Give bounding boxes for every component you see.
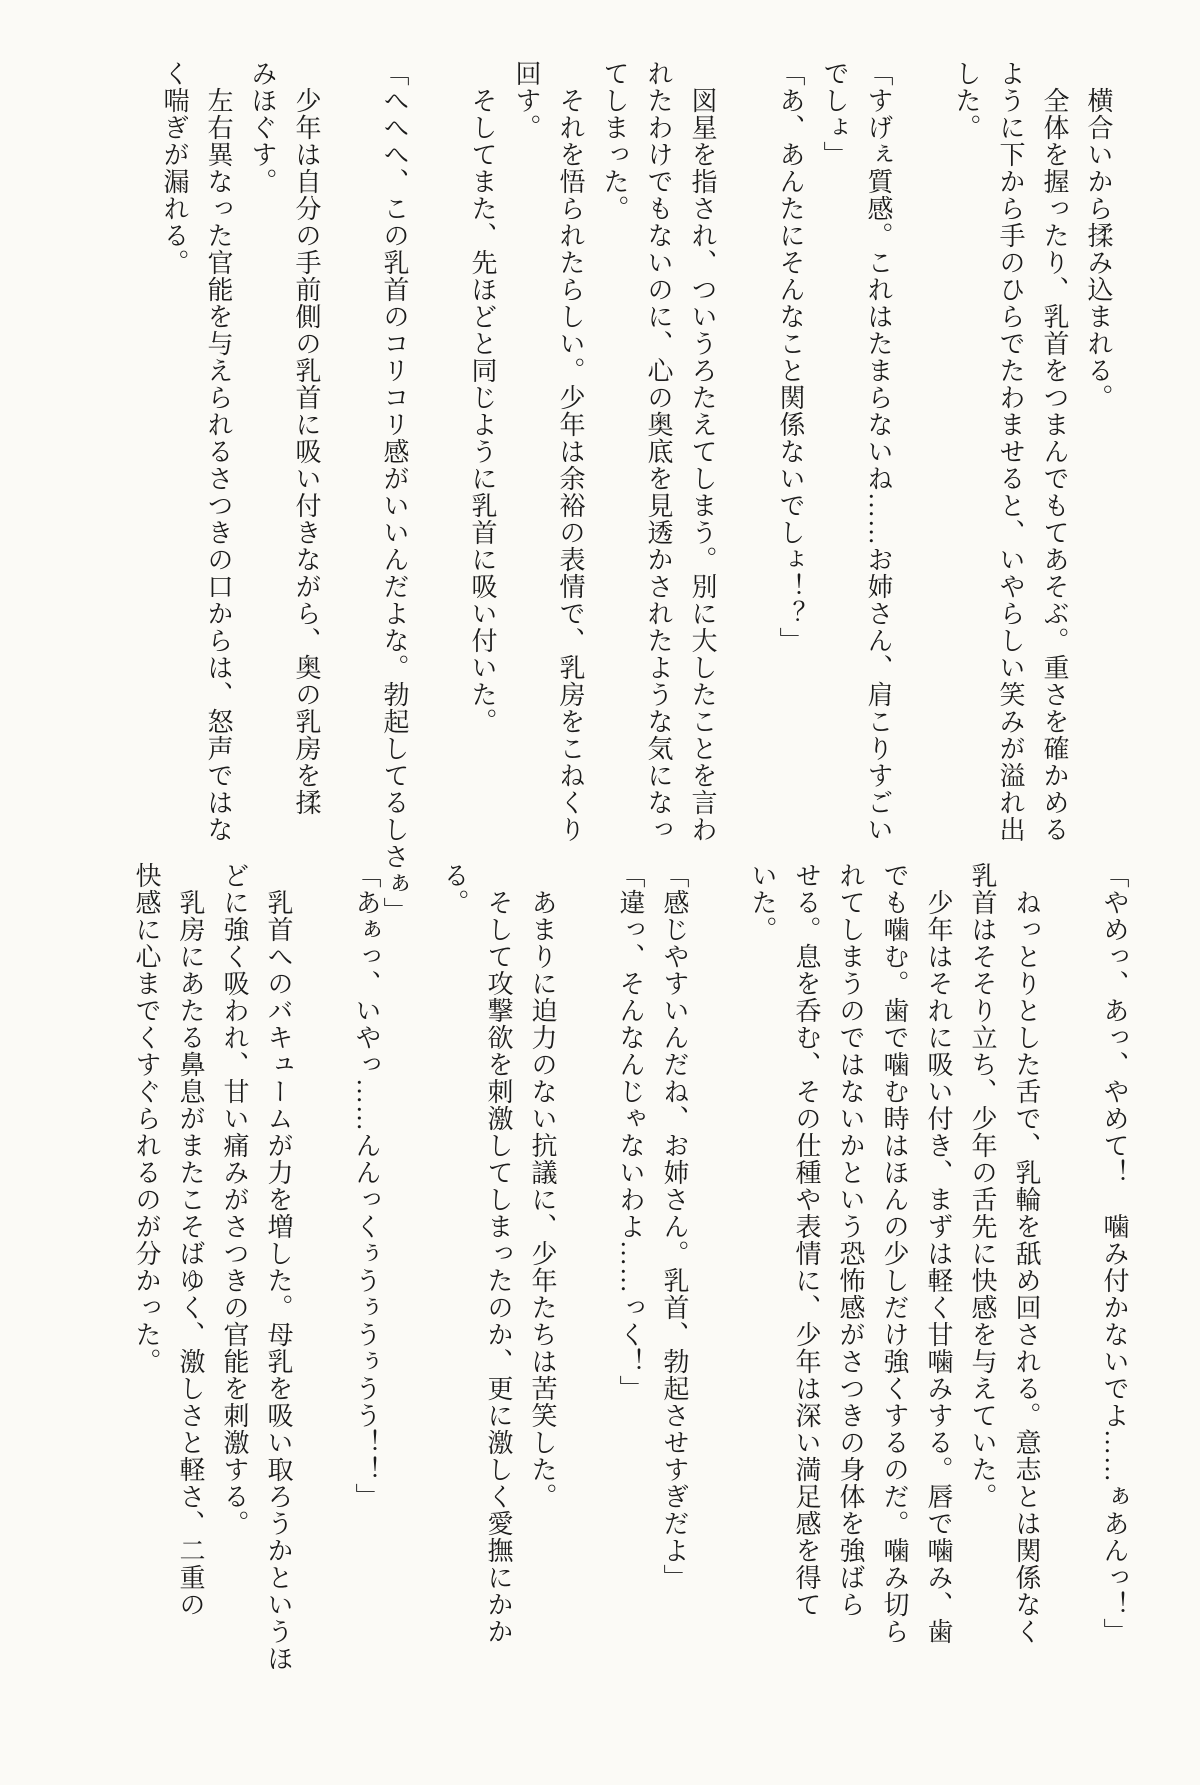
text-line: 回す。: [512, 60, 541, 141]
bottom-text-block: [124, 862, 1136, 1672]
text-line: てしまった。: [600, 60, 629, 222]
text-line: 「あぁっ、いやっ……んんっくぅうぅうぅうう！！」: [352, 862, 381, 1510]
top-text-block: [152, 60, 1120, 924]
text-line: 左右異なった官能を与えられるさつきの口からは、怒声ではな: [204, 60, 233, 843]
text-line: 図星を指され、ついうろたえてしまう。別に大したことを言わ: [688, 60, 717, 843]
text-line: 「あ、あんたにそんなこと関係ないでしょ！？」: [776, 60, 805, 654]
text-line: でしょ」: [820, 60, 849, 168]
text-line: そしてまた、先ほどと同じように乳首に吸い付いた。: [468, 60, 497, 735]
text-line: れたわけでもないのに、心の奥底を見透かされたような気になっ: [644, 60, 673, 843]
text-line: 快感に心までくすぐられるのが分かった。: [132, 862, 161, 1375]
text-line: どに強く吸われ、甘い痛みがさつきの官能を刺激する。: [220, 862, 249, 1537]
text-line: あまりに迫力のない抗議に、少年たちは苦笑した。: [528, 862, 557, 1510]
text-line: そして攻撃欲を刺激してしまったのか、更に激しく愛撫にかか: [484, 862, 513, 1645]
text-line: れてしまうのではないかという恐怖感がさつきの身体を強ばら: [836, 862, 865, 1618]
text-line: 乳首はそそり立ち、少年の舌先に快感を与えていた。: [968, 862, 997, 1510]
text-line: した。: [952, 60, 981, 141]
text-line: それを悟られたらしい。少年は余裕の表情で、乳房をこねくり: [556, 60, 585, 843]
text-line: る。: [440, 862, 469, 916]
text-line: 全体を握ったり、乳首をつまんでもてあそぶ。重さを確かめる: [1040, 60, 1069, 843]
text-line: 「違っ、そんなんじゃないわよ……っく！」: [616, 862, 645, 1402]
text-line: 「やめっ、あっ、やめて！ 噛み付かないでよ……ぁあんっ！」: [1100, 862, 1129, 1645]
text-line: 横合いから揉み込まれる。: [1084, 60, 1113, 411]
text-line: 乳首へのバキュームが力を増した。母乳を吸い取ろうかというほ: [264, 862, 293, 1672]
text-line: 「感じやすいんだね、お姉さん。乳首、勃起させすぎだよ」: [660, 862, 689, 1591]
text-line: 少年は自分の手前側の乳首に吸い付きながら、奥の乳房を揉: [292, 60, 321, 816]
text-line: 少年はそれに吸い付き、まずは軽く甘噛みする。唇で噛み、歯: [924, 862, 953, 1645]
text-line: く喘ぎが漏れる。: [160, 60, 189, 276]
text-line: ねっとりとした舌で、乳輪を舐め回される。意志とは関係なく: [1012, 862, 1041, 1645]
text-line: 「へへへ、この乳首のコリコリ感がいいんだよな。勃起してるしさぁ」: [380, 60, 409, 924]
text-line: みほぐす。: [248, 60, 277, 195]
text-line: せる。息を呑む、その仕種や表情に、少年は深い満足感を得て: [792, 862, 821, 1618]
text-line: でも噛む。歯で噛む時はほんの少しだけ強くするのだ。噛み切ら: [880, 862, 909, 1645]
text-line: 「すげぇ質感。これはたまらないね……お姉さん、肩こりすごい: [864, 60, 893, 843]
text-line: ように下から手のひらでたわませると、いやらしい笑みが溢れ出: [996, 60, 1025, 843]
text-line: 乳房にあたる鼻息がまたこそばゆく、激しさと軽さ、二重の: [176, 862, 205, 1618]
text-line: いた。: [748, 862, 777, 943]
